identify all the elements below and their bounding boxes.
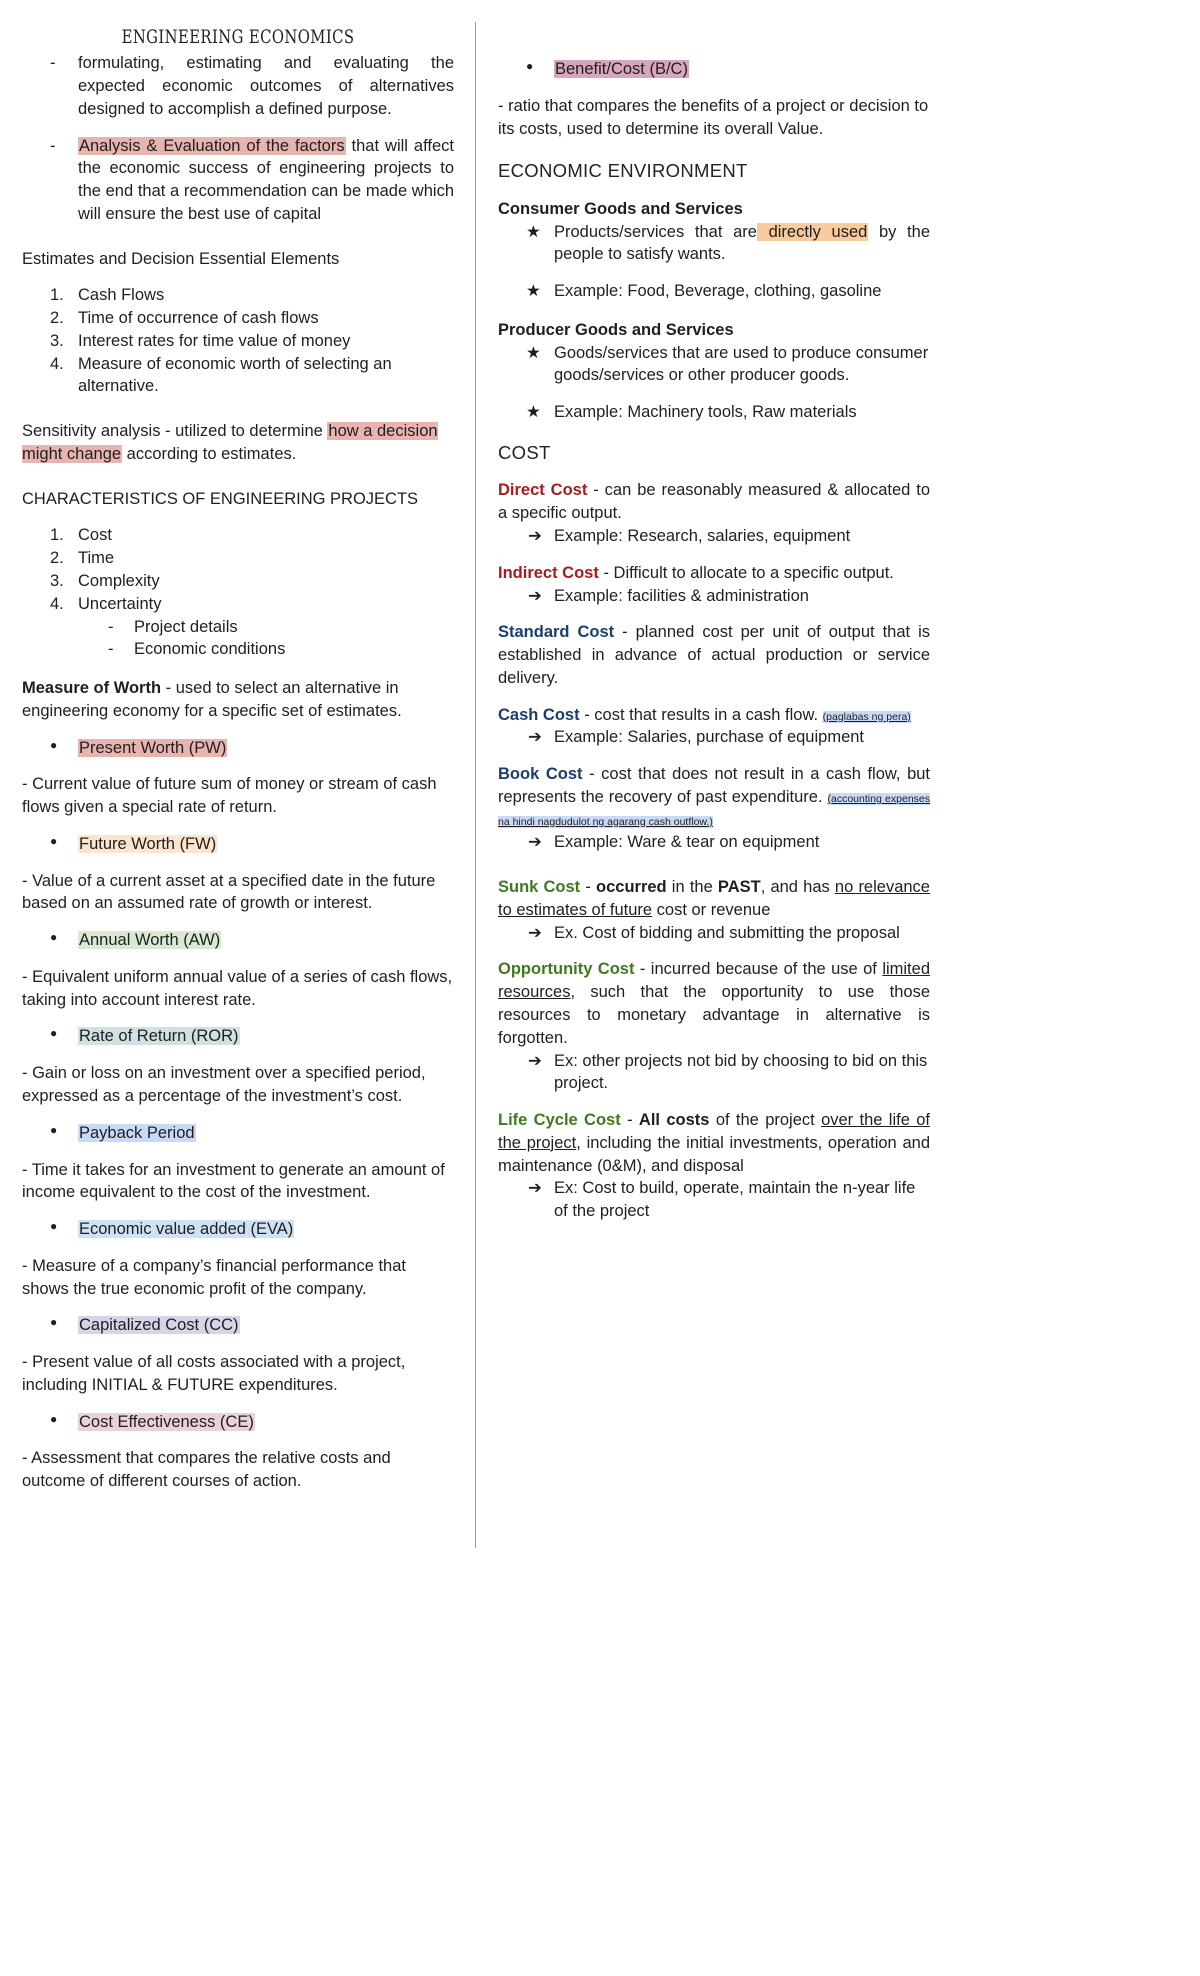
star-icon: ★ bbox=[526, 222, 541, 241]
list-item: ➔ Ex: other projects not bid by choosing to bid on this project. bbox=[528, 1051, 928, 1093]
bullet-icon: ● bbox=[526, 59, 534, 73]
measure-description: - Current value of future sum of money or stream of cash flows given a special rate of return. bbox=[22, 775, 437, 817]
cash-cost: Cash Cost - cost that results in a cash flow. (paglabas ng pera) bbox=[498, 705, 911, 724]
sunk-cost: Sunk Cost - occurred in the PAST, and has no relevance to estimates of future cost or revenue bbox=[498, 878, 930, 919]
arrow-icon: ➔ bbox=[528, 728, 542, 747]
list-item: 4. Uncertainty bbox=[50, 594, 162, 613]
definition-item: - formulating, estimating and evaluating the expected economic outcomes of alternatives designed to accomplish a defined purpose. bbox=[22, 52, 454, 120]
list-item: - Economic conditions bbox=[22, 638, 454, 661]
measure-description: - Equivalent uniform annual value of a series of cash flows, taking into account interest rate. bbox=[22, 967, 453, 1009]
left-column bbox=[22, 0, 454, 1493]
list-item: ➔ Example: Salaries, purchase of equipment bbox=[498, 726, 930, 749]
direct-cost: Direct Cost - can be reasonably measured & allocated to a specific output. bbox=[498, 481, 931, 523]
measure-item bbox=[22, 1025, 454, 1048]
measure-item bbox=[22, 1314, 454, 1337]
estimates-heading: Estimates and Decision Essential Elements bbox=[22, 249, 340, 268]
life-cycle-cost: Life Cycle Cost - All costs of the project over the life of the project, including the initial investments, operation and maintenance (0&M), and disposal bbox=[498, 1111, 931, 1175]
measures-list-continued bbox=[498, 58, 930, 140]
characteristics-heading: CHARACTERISTICS OF ENGINEERING PROJECTS bbox=[22, 489, 419, 508]
list-item: ★ Example: Machinery tools, Raw materials bbox=[498, 401, 930, 424]
star-icon: ★ bbox=[526, 282, 541, 301]
bullet-icon: ● bbox=[50, 1122, 58, 1137]
list-item: 1. Cost bbox=[50, 526, 112, 545]
measure-name: Present Worth (PW) bbox=[79, 738, 227, 757]
measure-description: - Gain or loss on an investment over a specified period, expressed as a percentage of the investment’s cost. bbox=[22, 1064, 426, 1106]
measure-description: - Value of a current asset at a specified date in the future based on an assumed rate of growth or interest. bbox=[22, 871, 436, 913]
book-cost: Book Cost - cost that does not result in a cash flow, but represents the recovery of past expenditure. (accounting expenses na hindi nagdudulot ng agarang cash outflow.) bbox=[498, 765, 931, 828]
list-item: ➔ Example: Research, salaries, equipment bbox=[498, 525, 930, 548]
column-divider bbox=[475, 22, 476, 1548]
list-item: ★ Products/services that are directly used by the people to satisfy wants. bbox=[526, 222, 930, 264]
cost-heading: COST bbox=[498, 441, 551, 463]
bullet-icon: ● bbox=[50, 1315, 58, 1330]
list-item: 3. Interest rates for time value of money bbox=[50, 331, 351, 350]
list-item: 2. Time of occurrence of cash flows bbox=[50, 309, 319, 328]
star-icon: ★ bbox=[526, 403, 541, 422]
measure-item bbox=[498, 58, 930, 81]
list-item: - Project details bbox=[22, 616, 454, 639]
note: (paglabas ng pera) bbox=[822, 710, 911, 723]
measure-of-worth: Measure of Worth - used to select an alternative in engineering economy for a specific set of estimates. bbox=[22, 679, 402, 720]
measure-description: - Time it takes for an investment to generate an amount of income equivalent to the cost of the investment. bbox=[22, 1160, 445, 1202]
arrow-icon: ➔ bbox=[528, 1179, 542, 1198]
measure-description: - Assessment that compares the relative costs and outcome of different courses of action. bbox=[22, 1449, 391, 1491]
bullet-icon: ● bbox=[50, 1411, 58, 1426]
sensitivity-analysis: Sensitivity analysis - utilized to determine how a decision might change according to estimates. bbox=[22, 422, 438, 463]
measure-description: - ratio that compares the benefits of a project or decision to its costs, used to determine its overall Value. bbox=[498, 96, 929, 138]
bullet-icon: ● bbox=[50, 1219, 58, 1234]
measure-name: Future Worth (FW) bbox=[79, 834, 217, 853]
list-item: 1. Cash Flows bbox=[50, 286, 165, 305]
bullet-icon: ● bbox=[50, 930, 58, 945]
note: (accounting expenses na hindi nagdudulot ng agarang cash outflow.) bbox=[498, 792, 930, 828]
arrow-icon: ➔ bbox=[528, 526, 542, 545]
measure-item bbox=[22, 929, 454, 952]
opportunity-cost: Opportunity Cost - incurred because of the use of limited resources, such that the opportunity to use those resources to monetary advantage in alternative is forgotten. bbox=[498, 960, 930, 1047]
star-icon: ★ bbox=[526, 343, 541, 362]
bullet-icon: ● bbox=[50, 833, 58, 848]
list-item: ★ Goods/services that are used to produce consumer goods/services or other producer goods. bbox=[526, 343, 929, 385]
highlight: Analysis & Evaluation of the factors bbox=[79, 136, 345, 155]
standard-cost: Standard Cost - planned cost per unit of output that is established in advance of actual production or service delivery. bbox=[498, 623, 931, 687]
measure-description: - Measure of a company’s financial performance that shows the true economic profit of the company. bbox=[22, 1256, 406, 1298]
measure-name: Rate of Return (ROR) bbox=[79, 1027, 239, 1046]
list-item: 3. Complexity bbox=[50, 572, 160, 590]
definition-item bbox=[22, 135, 454, 226]
estimates-list bbox=[22, 284, 454, 398]
indirect-cost: Indirect Cost - Difficult to allocate to a specific output. bbox=[498, 563, 894, 582]
page-title: ENGINEERING ECONOMICS bbox=[121, 26, 355, 48]
highlight: how a decision might change bbox=[22, 422, 438, 463]
arrow-icon: ➔ bbox=[528, 923, 542, 942]
measure-name: Payback Period bbox=[79, 1123, 195, 1142]
measure-name: Benefit/Cost (B/C) bbox=[555, 60, 688, 78]
measure-item bbox=[22, 737, 454, 760]
arrow-icon: ➔ bbox=[528, 1051, 542, 1070]
measure-item bbox=[22, 1122, 454, 1145]
bullet-icon: ● bbox=[50, 1026, 58, 1041]
bullet-icon: ● bbox=[50, 737, 58, 752]
right-column bbox=[498, 58, 930, 1223]
measure-name: Economic value added (EVA) bbox=[79, 1220, 294, 1239]
arrow-icon: ➔ bbox=[528, 833, 542, 852]
measure-name: Annual Worth (AW) bbox=[79, 931, 221, 950]
measure-item bbox=[22, 1411, 454, 1434]
arrow-icon: ➔ bbox=[528, 586, 542, 605]
measure-name: Cost Effectiveness (CE) bbox=[79, 1412, 254, 1431]
economic-environment-heading: ECONOMIC ENVIRONMENT bbox=[498, 160, 748, 182]
list-item: ★ Example: Food, Beverage, clothing, gasoline bbox=[498, 280, 930, 303]
list-item: ➔ Example: facilities & administration bbox=[498, 585, 930, 608]
producer-heading: Producer Goods and Services bbox=[498, 320, 734, 339]
definition-list bbox=[22, 52, 454, 225]
measure-item bbox=[22, 1218, 454, 1241]
list-item: ➔ Ex: Cost to build, operate, maintain the n-year life of the project bbox=[528, 1179, 916, 1221]
measure-name: Capitalized Cost (CC) bbox=[79, 1316, 239, 1335]
list-item: ➔ Example: Ware & tear on equipment bbox=[498, 831, 930, 854]
list-item: 2. Time bbox=[50, 549, 115, 568]
uncertainty-sublist bbox=[22, 616, 454, 662]
highlight: directly used bbox=[757, 222, 868, 241]
measures-list bbox=[22, 737, 454, 1493]
measure-description: - Present value of all costs associated with a project, including INITIAL & FUTURE expenditures. bbox=[22, 1353, 406, 1394]
list-item: ➔ Ex. Cost of bidding and submitting the proposal bbox=[498, 922, 930, 945]
measure-item bbox=[22, 833, 454, 856]
characteristics-list bbox=[22, 524, 454, 615]
consumer-heading: Consumer Goods and Services bbox=[498, 199, 743, 218]
text: that will affect the economic success of engineering projects to the end that a recommendation can be made which will ensure the best use of capital bbox=[78, 136, 454, 223]
list-item: 4. Measure of economic worth of selecting an alternative. bbox=[50, 354, 392, 396]
